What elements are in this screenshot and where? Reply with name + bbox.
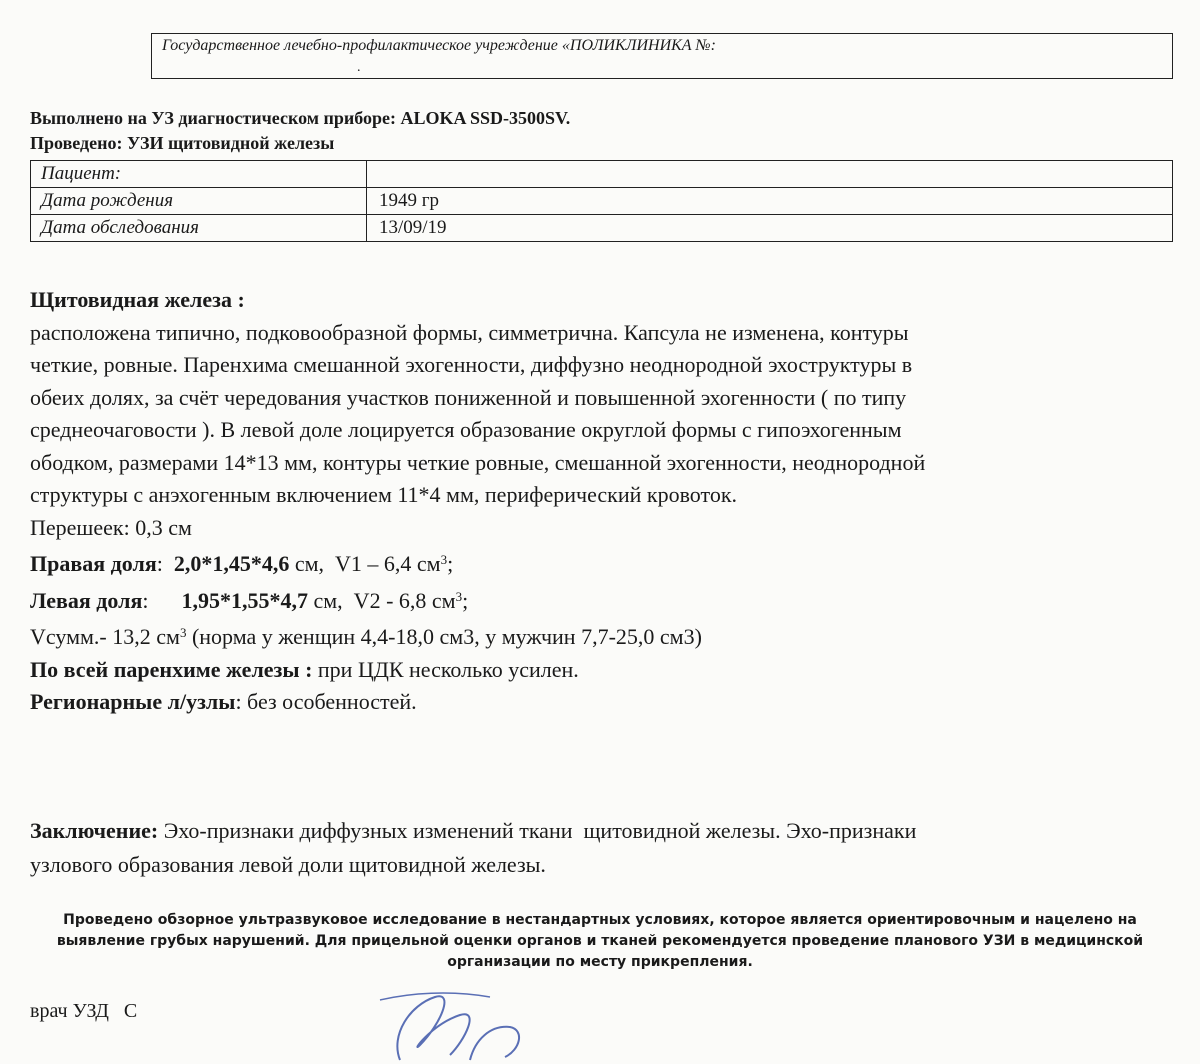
lymph-nodes-line (30, 686, 1190, 719)
right-lobe-label: Правая доля (30, 551, 157, 576)
conclusion-section (30, 814, 1190, 882)
conclusion-line: узлового образования левой доли щитовидной железы. (30, 852, 546, 877)
institution-name: Государственное лечебно-профилактическое учреждение «ПОЛИКЛИНИКА №: (162, 37, 716, 54)
disclaimer-notice (20, 910, 1180, 973)
total-volume-norm: (норма у женщин 4,4-18,0 см3, у мужчин 7,7-25,0 см3) (186, 624, 702, 649)
table-row (31, 161, 1173, 188)
disclaimer-line: Проведено обзорное ультразвуковое исследование в нестандартных условиях, которое является ориентировочным и нацелено на (63, 912, 1137, 928)
lymph-nodes-text: : без особенностей. (235, 689, 417, 714)
left-lobe-dims: 1,95*1,55*4,7 (181, 587, 308, 613)
table-row (31, 215, 1173, 242)
total-volume-line (30, 617, 1190, 654)
findings-section (30, 284, 1190, 719)
right-lobe-line (30, 544, 1190, 581)
right-lobe-volume: см, V1 – 6,4 см (289, 551, 441, 576)
findings-line: ободком, размерами 14*13 мм, контуры четкие ровные, смешанной эхогенности, неоднородной (30, 449, 926, 475)
conclusion-text: Эхо-признаки диффузных изменений ткани щитовидной железы. Эхо-признаки (158, 818, 917, 843)
cdk-label: По всей паренхиме железы : (30, 656, 313, 682)
exam-date-value: 13/09/19 (367, 215, 1173, 242)
findings-line: среднеочаговости ). В левой доле лоцируется образование округлой формы с гипоэхогенным (30, 417, 902, 442)
left-lobe-line (30, 581, 1190, 618)
findings-line: структуры с анэхогенным включением 11*4 мм, периферический кровоток. (30, 482, 738, 507)
exam-date-label: Дата обследования (31, 215, 367, 242)
cubic-superscript: 3 (440, 552, 448, 567)
patient-label: Пациент: (31, 161, 367, 188)
cdk-line (30, 654, 1190, 687)
patient-table (30, 160, 1173, 242)
header-dot: . (357, 60, 361, 75)
birth-date-value: 1949 гр (367, 188, 1173, 215)
birth-date-label: Дата рождения (31, 188, 367, 215)
lymph-nodes-label: Регионарные л/узлы (30, 689, 236, 714)
patient-value (367, 161, 1173, 188)
cubic-superscript: 3 (455, 588, 463, 604)
disclaimer-line: организации по месту прикрепления. (447, 954, 753, 970)
cubic-superscript: 3 (179, 625, 187, 640)
disclaimer-line: выявление грубых нарушений. Для прицельной оценки органов и тканей рекомендуется проведение планового УЗИ в медицинской (56, 933, 1144, 949)
conclusion-label: Заключение: (30, 818, 159, 843)
right-lobe-dims: 2,0*1,45*4,6 (173, 551, 290, 576)
doctor-signature-label: врач УЗД С (30, 1000, 138, 1022)
left-lobe-sep: : (142, 587, 182, 613)
left-lobe-volume: см, V2 - 6,8 см (308, 587, 456, 613)
left-lobe-end: ; (462, 587, 469, 613)
procedure-line: Проведено: УЗИ щитовидной железы (30, 133, 335, 153)
handwritten-signature (370, 985, 570, 1064)
thyroid-title: Щитовидная железа : (30, 287, 245, 312)
findings-line: расположена типично, подковообразной формы, симметрична. Капсула не изменена, контуры (30, 319, 909, 345)
findings-line: обеих долях, за счёт чередования участков пониженной и повышенной эхогенности ( по типу (30, 384, 907, 410)
institution-header-box (151, 33, 1173, 79)
table-row (31, 188, 1173, 215)
device-line: Выполнено на УЗ диагностическом приборе: ALOKA SSD-3500SV. (30, 108, 571, 128)
findings-line: четкие, ровные. Паренхима смешанной эхогенности, диффузно неоднородной эхоструктуры в (30, 352, 913, 377)
right-lobe-end: ; (447, 551, 454, 576)
cdk-text: при ЦДК несколько усилен. (312, 656, 579, 682)
left-lobe-label: Левая доля (30, 587, 143, 613)
right-lobe-sep: : (156, 551, 174, 576)
conclusion-line (30, 814, 1190, 848)
isthmus-line: Перешеек: 0,3 см (30, 514, 192, 540)
total-volume-pre: Vсумм.- 13,2 см (30, 624, 180, 649)
